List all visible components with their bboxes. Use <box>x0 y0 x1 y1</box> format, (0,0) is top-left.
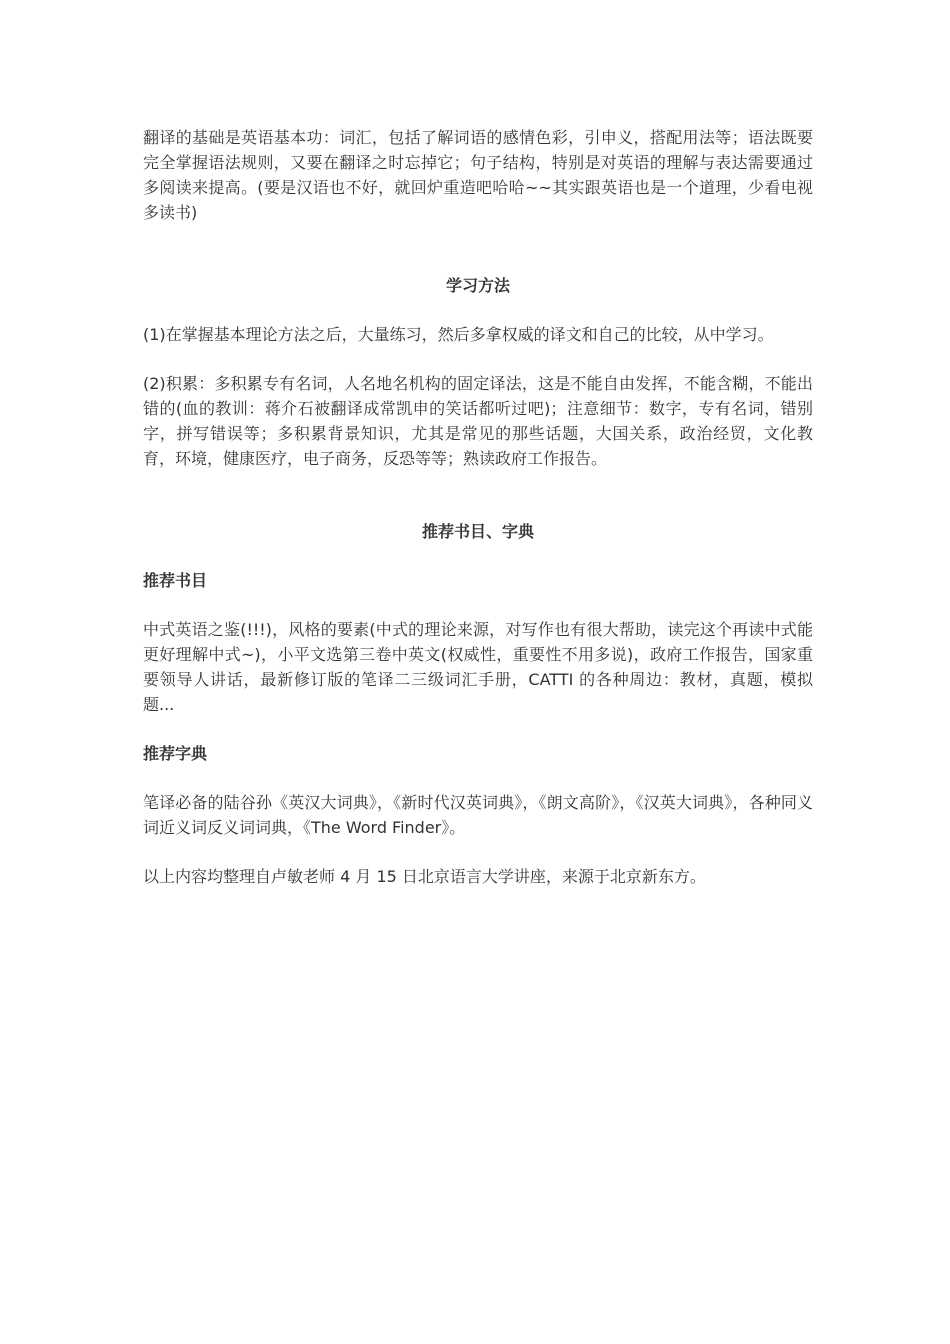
spacer <box>143 544 813 568</box>
source-note: 以上内容均整理自卢敏老师 4 月 15 日北京语言大学讲座，来源于北京新东方。 <box>143 867 706 886</box>
study-item-1: (1)在掌握基本理论方法之后，大量练习，然后多拿权威的译文和自己的比较，从中学习。 <box>143 325 774 344</box>
document-body <box>143 125 813 889</box>
spacer <box>143 593 813 617</box>
spacer <box>143 717 813 741</box>
study-item-2: (2)积累：多积累专有名词，人名地名机构的固定译法，这是不能自由发挥，不能含糊，不能出错的(血的教训：蒋介石被翻译成常凯申的笑话都听过吧)；注意细节：数字，专有名词，错别字，拼写错误等；多积累背景知识，尤其是常见的那些话题，大国关系，政治经贸，文化教育，环境，健康医疗，电子商务，反恐等等；熟读政府工作报告。 <box>143 374 813 468</box>
books-paragraph: 中式英语之鉴(!!!)，风格的要素(中式的理论来源，对写作也有很大帮助，读完这个再读中式能更好理解中式~)，小平文选第三卷中英文(权威性，重要性不用多说)，政府工作报告，国家重要领导人讲话，最新修订版的笔译二三级词汇手册，CATTI 的各种周边：教材，真题，模拟题... <box>143 620 813 714</box>
spacer <box>143 225 813 273</box>
dictionaries-paragraph: 笔译必备的陆谷孙《英汉大词典》，《新时代汉英词典》，《朗文高阶》，《汉英大词典》，各种同义词近义词反义词词典，《The Word Finder》。 <box>143 793 813 837</box>
spacer <box>143 347 813 371</box>
section-title-study-methods: 学习方法 <box>445 276 510 295</box>
spacer <box>143 766 813 790</box>
intro-paragraph: 翻译的基础是英语基本功：词汇，包括了解词语的感情色彩，引申义，搭配用法等；语法既要完全掌握语法规则，又要在翻译之时忘掉它；句子结构，特别是对英语的理解与表达需要通过多阅读来提高。(要是汉语也不好，就回炉重造吧哈哈~~其实跟英语也是一个道理，少看电视多读书) <box>143 128 813 222</box>
books-heading: 推荐书目 <box>143 571 208 590</box>
spacer <box>143 298 813 322</box>
dictionaries-heading: 推荐字典 <box>143 744 208 763</box>
spacer <box>143 840 813 864</box>
spacer <box>143 471 813 519</box>
section-title-books-dictionaries: 推荐书目、字典 <box>421 522 534 541</box>
